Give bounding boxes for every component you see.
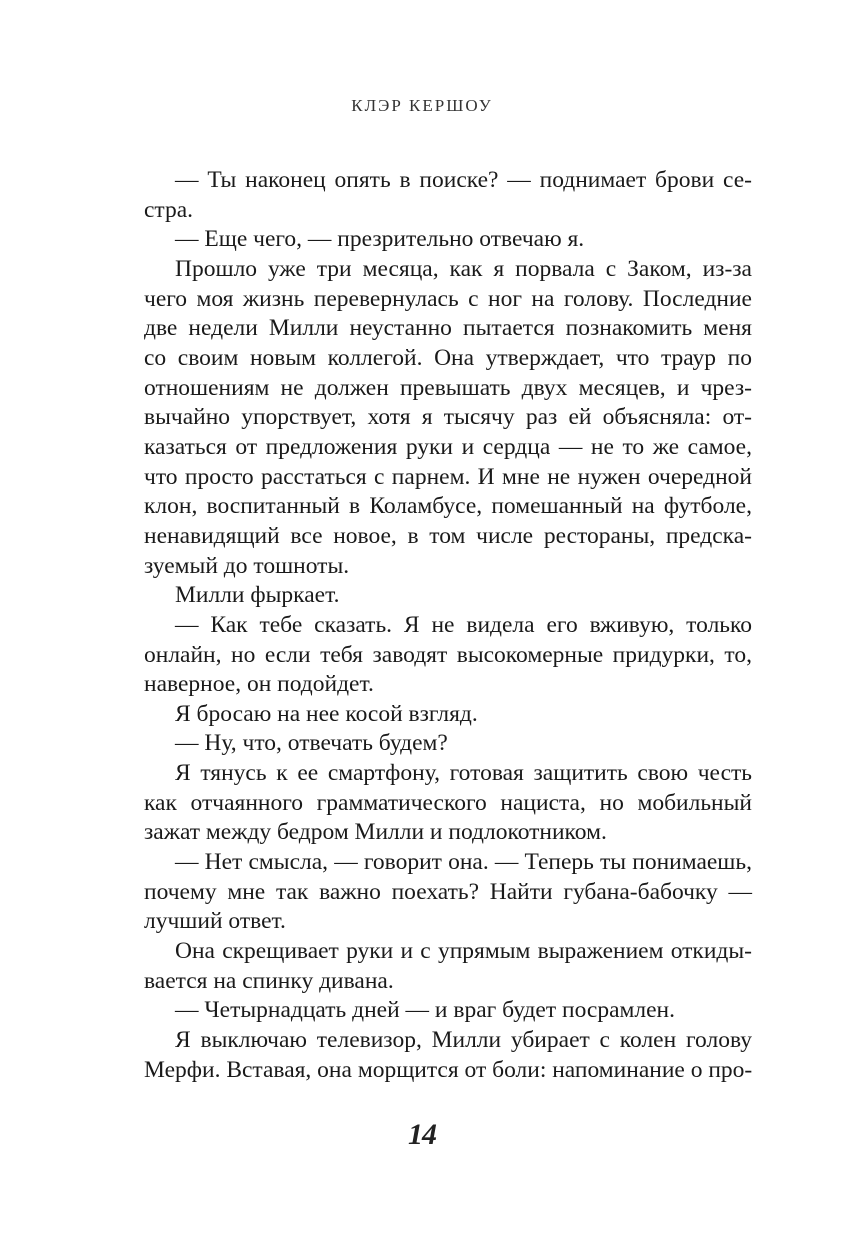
text-line: Я выключаю телевизор, Милли убирает с колен голову <box>175 1027 752 1054</box>
text-line: — Нет смысла, — говорит она. — Теперь ты понимаешь, <box>175 849 752 876</box>
paragraph <box>144 225 752 255</box>
text-line: Я бросаю на нее косой взгляд. <box>175 700 478 727</box>
text-line: ненавидящий все новое, в том числе рестораны, предска- <box>144 522 752 549</box>
text-line: — Четырнадцать дней — и враг будет посрамлен. <box>175 997 676 1024</box>
paragraph <box>144 255 752 581</box>
paragraph <box>144 1026 752 1085</box>
paragraph <box>144 729 752 759</box>
text-line: зуемый до тошноты. <box>144 552 350 579</box>
paragraph <box>144 700 752 730</box>
text-line: отношениям не должен превышать двух месяцев, и чрез- <box>144 374 752 401</box>
text-line: клон, воспитанный в Коламбусе, помешанный на футболе, <box>144 493 752 520</box>
text-line: Милли фыркает. <box>175 582 340 609</box>
text-line: онлайн, но если тебя заводят высокомерные придурки, то, <box>144 641 752 668</box>
paragraph <box>144 611 752 700</box>
page-body-text <box>144 166 752 1085</box>
text-line: чего моя жизнь перевернулась с ног на голову. Последние <box>144 285 752 312</box>
paragraph <box>144 166 752 225</box>
paragraph <box>144 996 752 1026</box>
text-line: Она скрещивает руки и с упрямым выражением откиды- <box>175 938 752 965</box>
text-line: стра. <box>144 196 194 223</box>
text-line: Я тянусь к ее смартфону, готовая защитить свою честь <box>175 760 752 787</box>
text-line: Мерфи. Вставая, она морщится от боли: напоминание о про- <box>144 1056 753 1083</box>
text-line: — Как тебе сказать. Я не видела его вживую, только <box>175 611 752 638</box>
text-line: вается на спинку дивана. <box>144 967 394 994</box>
paragraph <box>144 581 752 611</box>
text-line: со своим новым коллегой. Она утверждает, что траур по <box>144 344 752 371</box>
paragraph <box>144 759 752 848</box>
text-line: — Ты наконец опять в поиске? — поднимает брови се- <box>175 167 752 193</box>
text-line: две недели Милли неустанно пытается познакомить меня <box>144 315 752 342</box>
running-head-author: КЛЭР КЕРШОУ <box>351 96 493 115</box>
text-line: — Ну, что, отвечать будем? <box>175 730 448 757</box>
text-line: зажат между бедром Милли и подлокотником. <box>144 819 607 846</box>
paragraph <box>144 848 752 937</box>
text-line: вычайно упорствует, хотя я тысячу раз ей объясняла: от- <box>144 404 752 431</box>
text-line: почему мне так важно поехать? Найти губана-бабочку — <box>144 878 752 905</box>
text-line: что просто расстаться с парнем. И мне не нужен очередной <box>144 463 752 490</box>
text-line: казаться от предложения руки и сердца — не то же самое, <box>144 433 752 460</box>
text-line: как отчаянного грамматического нациста, но мобильный <box>144 789 752 816</box>
text-line: — Еще чего, — презрительно отвечаю я. <box>175 226 585 253</box>
text-line: наверное, он подойдет. <box>144 671 374 698</box>
page-number: 14 <box>408 1118 436 1151</box>
text-line: лучший ответ. <box>144 908 286 935</box>
text-line: Прошло уже три месяца, как я порвала с Заком, из-за <box>175 255 752 282</box>
paragraph <box>144 937 752 996</box>
